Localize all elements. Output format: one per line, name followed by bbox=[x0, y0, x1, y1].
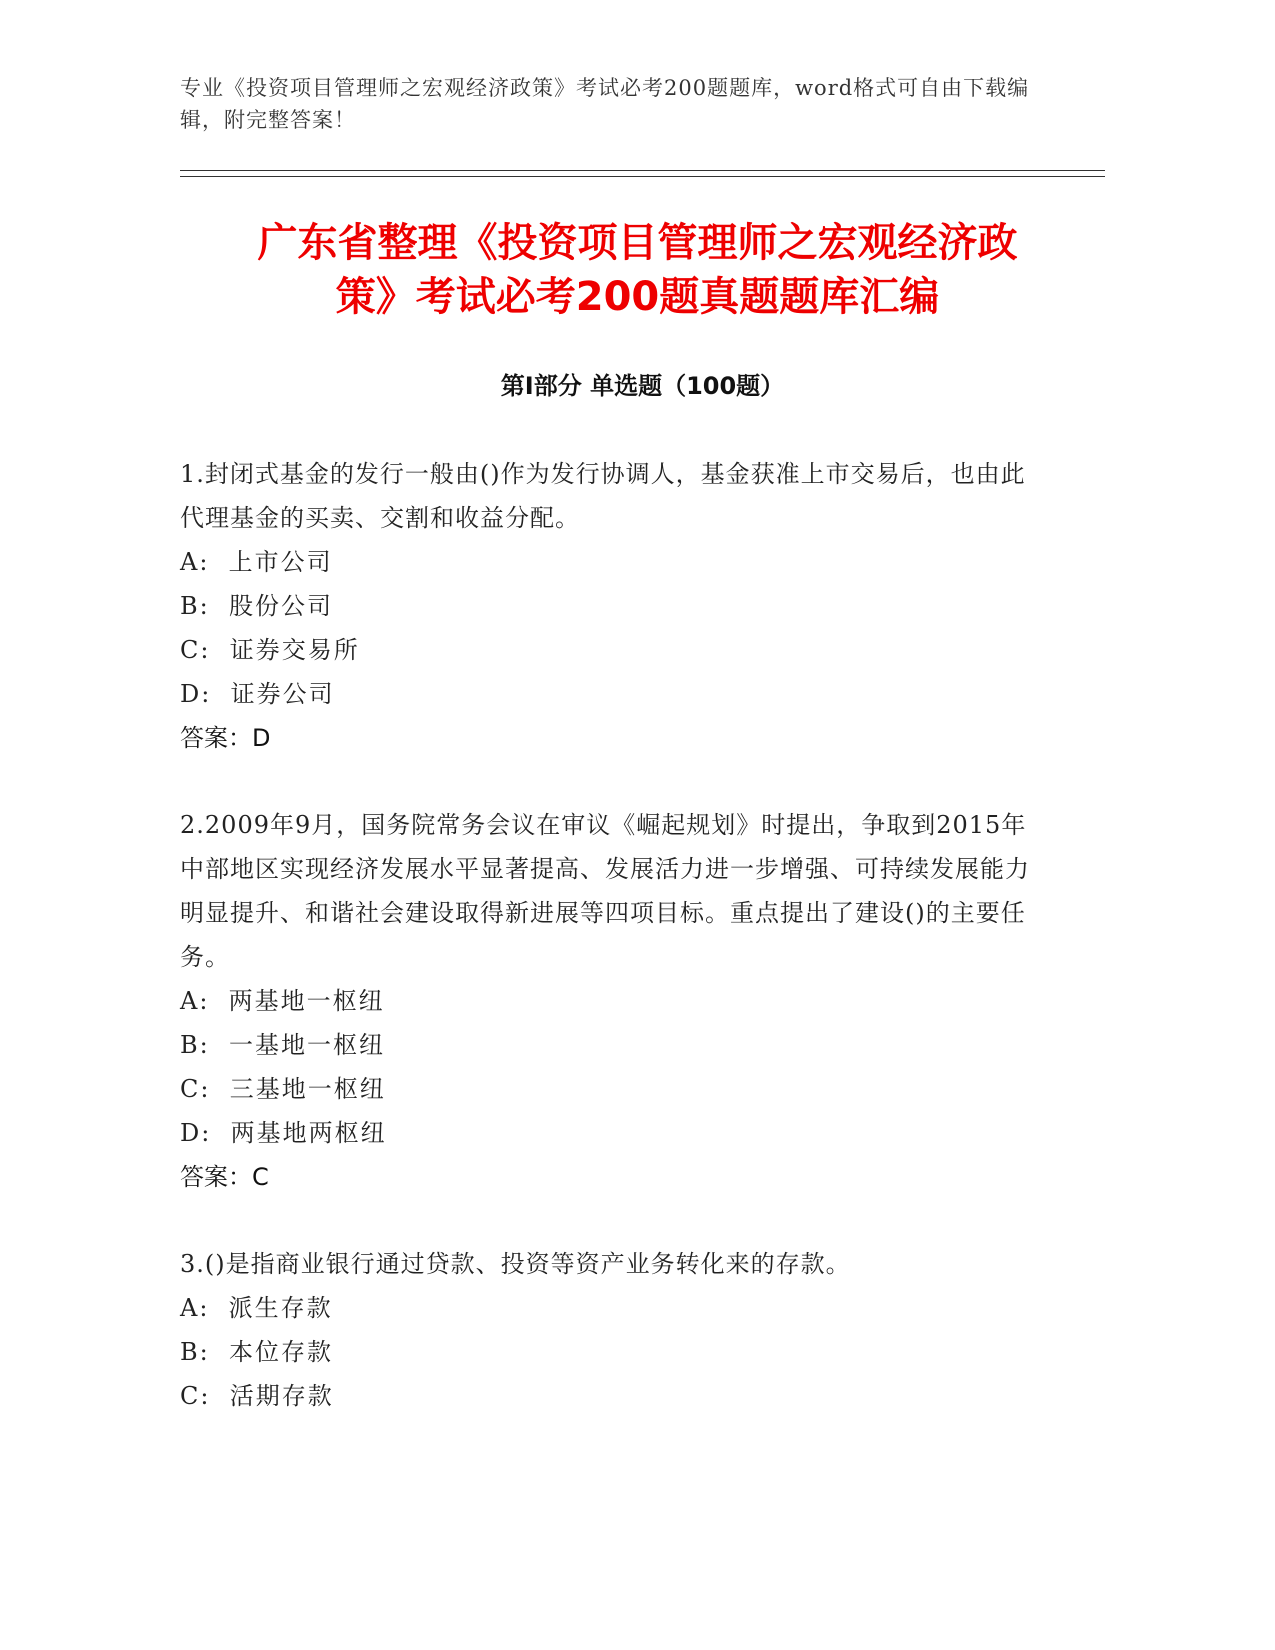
question-3 bbox=[180, 1242, 1030, 1418]
question-2 bbox=[180, 803, 1030, 1199]
document-title-line-2: 策》考试必考200题真题题库汇编 bbox=[335, 274, 940, 320]
option-c: C: 证券交易所 bbox=[180, 636, 360, 664]
question-1 bbox=[180, 452, 1030, 760]
option-c: C: 活期存款 bbox=[180, 1382, 334, 1410]
question-stem: 2.2009年9月，国务院常务会议在审议《崛起规划》时提出，争取到2015年中部地区实现经济发展水平显著提高、发展活力进一步增强、可持续发展能力明显提升、和谐社会建设取得新进展等四项目标。重点提出了建设()的主要任务。 bbox=[180, 811, 1030, 971]
option-a: A: 上市公司 bbox=[180, 548, 333, 576]
answer-line: 答案：C bbox=[180, 1163, 269, 1191]
option-b: B: 本位存款 bbox=[180, 1338, 333, 1366]
option-a: A: 派生存款 bbox=[180, 1294, 333, 1322]
answer-line: 答案：D bbox=[180, 724, 271, 752]
question-stem: 1.封闭式基金的发行一般由()作为发行协调人，基金获准上市交易后，也由此代理基金的买卖、交割和收益分配。 bbox=[180, 460, 1026, 532]
header-divider-bottom bbox=[180, 176, 1105, 177]
option-a: A: 两基地一枢纽 bbox=[180, 987, 385, 1015]
header-note: 专业《投资项目管理师之宏观经济政策》考试必考200题题库，word格式可自由下载编辑，附完整答案！ bbox=[180, 76, 1030, 132]
document-title-line-1: 广东省整理《投资项目管理师之宏观经济政 bbox=[257, 220, 1018, 266]
question-list bbox=[180, 452, 1030, 1461]
header-divider-top bbox=[180, 170, 1105, 171]
option-b: B: 一基地一枢纽 bbox=[180, 1031, 385, 1059]
option-c: C: 三基地一枢纽 bbox=[180, 1075, 386, 1103]
document-title bbox=[170, 216, 1105, 324]
option-d: D: 证券公司 bbox=[180, 680, 335, 708]
question-stem: 3.()是指商业银行通过贷款、投资等资产业务转化来的存款。 bbox=[180, 1250, 851, 1278]
option-d: D: 两基地两枢纽 bbox=[180, 1119, 387, 1147]
section-heading: 第Ⅰ部分 单选题（100题） bbox=[500, 372, 785, 400]
option-b: B: 股份公司 bbox=[180, 592, 333, 620]
